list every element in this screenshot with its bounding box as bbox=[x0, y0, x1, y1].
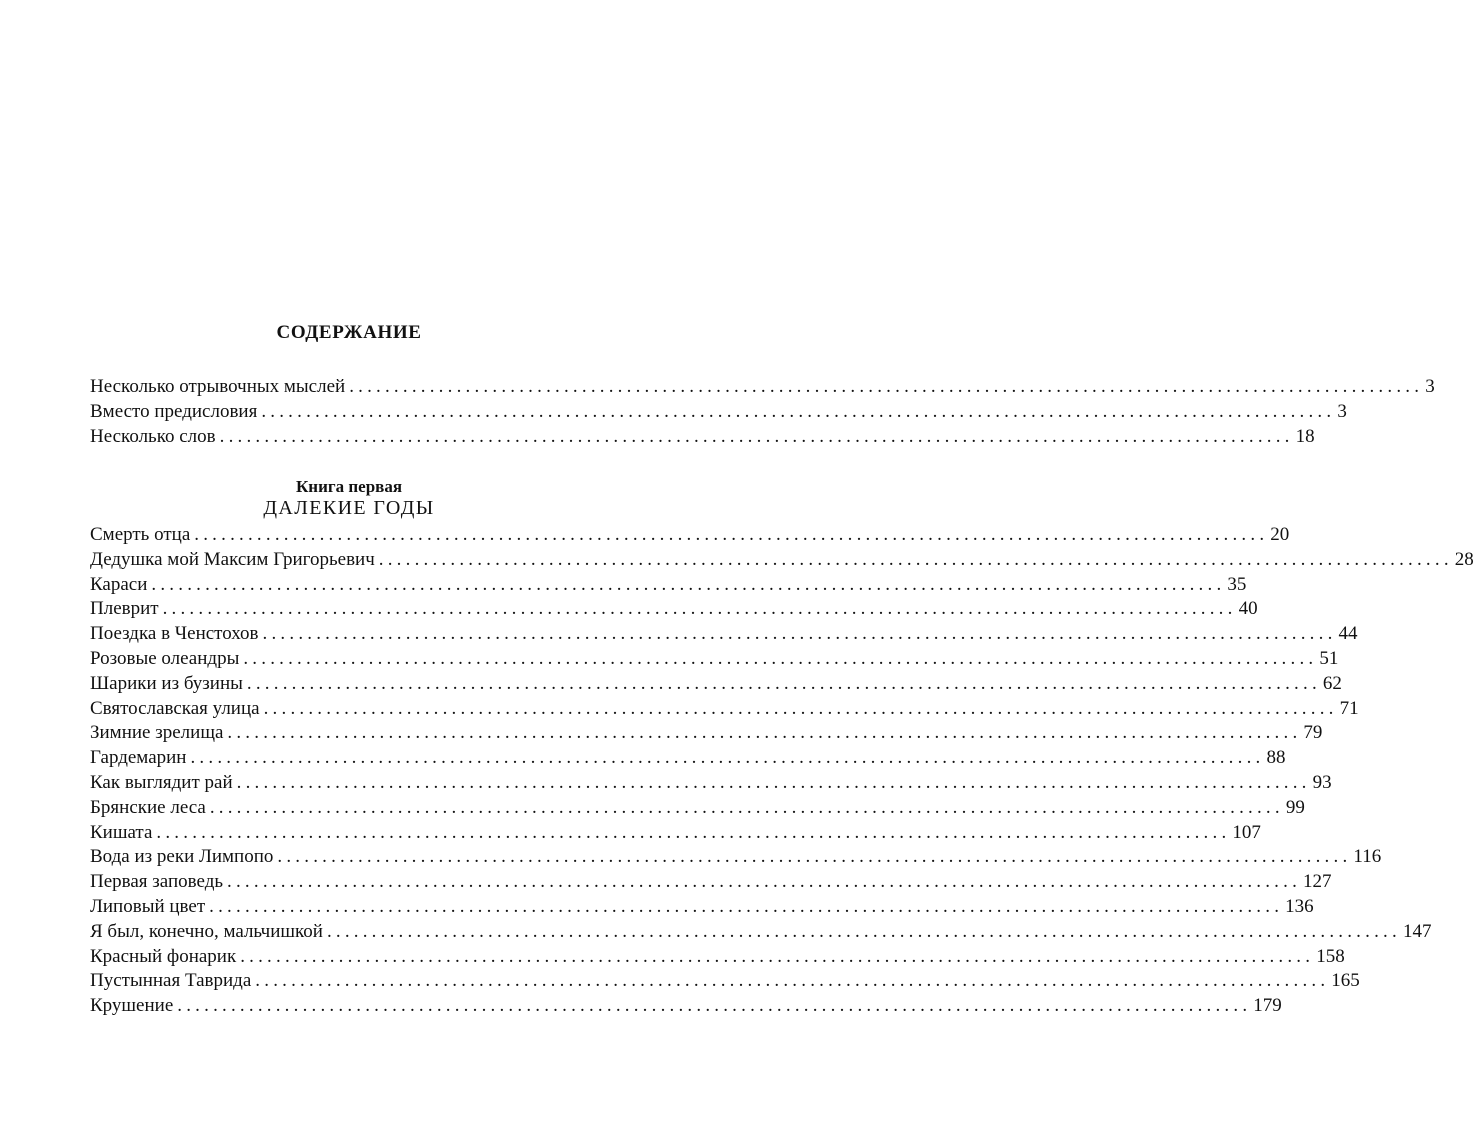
chapter-title: Святославская улица bbox=[90, 697, 260, 719]
dot-leader: ........................................................................................................................ bbox=[236, 771, 1311, 793]
chapter-entry[interactable] bbox=[90, 796, 1305, 821]
chapter-entry[interactable] bbox=[90, 721, 1323, 746]
dot-leader: ........................................................................................................................ bbox=[326, 920, 1401, 942]
chapter-title: Пустынная Таврида bbox=[90, 970, 252, 992]
chapter-title: Брянские леса bbox=[90, 796, 206, 818]
chapter-page: 28 bbox=[1454, 548, 1474, 570]
dot-leader: ........................................................................................................................ bbox=[255, 970, 1330, 992]
chapter-title: Зимние зрелища bbox=[90, 722, 224, 744]
dot-leader: ........................................................................................................................ bbox=[190, 747, 1265, 769]
dot-leader: ........................................................................................................................ bbox=[151, 573, 1226, 595]
entry-title: Несколько отрывочных мыслей bbox=[90, 376, 346, 397]
dot-leader: ........................................................................................................................ bbox=[243, 647, 1318, 669]
toc-heading: СОДЕРЖАНИЕ bbox=[276, 322, 422, 343]
chapter-title: Крушение bbox=[90, 995, 174, 1017]
chapter-title: Караси bbox=[90, 573, 148, 595]
dot-leader: ........................................................................................................................ bbox=[162, 598, 1237, 620]
chapter-entry[interactable] bbox=[90, 573, 1247, 598]
chapter-entry[interactable] bbox=[90, 622, 1358, 647]
toc-entry[interactable] bbox=[90, 425, 1315, 450]
chapter-page: 93 bbox=[1312, 771, 1332, 793]
chapter-title: Вода из реки Лимпопо bbox=[90, 846, 274, 868]
chapter-entry[interactable] bbox=[90, 647, 1339, 672]
dot-leader: ........................................................................................................................ bbox=[209, 796, 1284, 818]
chapter-entry[interactable] bbox=[90, 994, 1282, 1019]
dot-leader: ........................................................................................................................ bbox=[209, 895, 1284, 917]
dot-leader: ........................................................................................................................ bbox=[219, 425, 1294, 447]
chapter-entry[interactable] bbox=[90, 920, 1432, 945]
dot-leader: ........................................................................................................................ bbox=[246, 672, 1321, 694]
chapter-page: 165 bbox=[1331, 970, 1360, 992]
chapter-title: Дедушка мой Максим Григорьевич bbox=[90, 548, 375, 570]
dot-leader: ........................................................................................................................ bbox=[156, 821, 1231, 843]
chapter-entry[interactable] bbox=[90, 548, 1474, 573]
chapter-title: Плеврит bbox=[90, 598, 159, 620]
chapter-title: Красный фонарик bbox=[90, 945, 237, 967]
chapter-page: 116 bbox=[1353, 846, 1382, 868]
chapter-page: 20 bbox=[1270, 524, 1290, 545]
chapter-entry[interactable] bbox=[90, 870, 1332, 895]
book-title: ДАЛЕКИЕ ГОДЫ bbox=[263, 497, 435, 519]
chapter-page: 158 bbox=[1316, 945, 1345, 967]
chapter-page: 147 bbox=[1402, 920, 1432, 942]
chapter-entry[interactable] bbox=[90, 523, 1290, 548]
chapter-entry[interactable] bbox=[90, 597, 1258, 622]
chapter-title: Как выглядит рай bbox=[90, 771, 233, 793]
chapter-title: Липовый цвет bbox=[90, 895, 206, 917]
dot-leader: ........................................................................................................................ bbox=[277, 846, 1352, 868]
chapter-page: 88 bbox=[1266, 747, 1286, 769]
entry-title: Несколько слов bbox=[90, 425, 216, 447]
toc-entry[interactable] bbox=[90, 400, 1347, 425]
chapter-title: Поездка в Ченстохов bbox=[90, 623, 259, 645]
chapter-title: Кишата bbox=[90, 821, 153, 843]
chapter-page: 51 bbox=[1319, 647, 1339, 669]
toc-entry[interactable] bbox=[90, 375, 1435, 400]
chapter-entry[interactable] bbox=[90, 821, 1261, 846]
chapter-entry[interactable] bbox=[90, 845, 1382, 870]
chapter-entry[interactable] bbox=[90, 697, 1359, 722]
entry-title: Вместо предисловия bbox=[90, 400, 258, 422]
chapter-page: 79 bbox=[1303, 722, 1323, 744]
entry-page: 3 bbox=[1425, 376, 1435, 397]
chapter-page: 44 bbox=[1338, 623, 1358, 645]
front-matter-list bbox=[90, 375, 1435, 449]
chapter-entry[interactable] bbox=[90, 672, 1342, 697]
chapter-page: 136 bbox=[1285, 895, 1314, 917]
dot-leader: ........................................................................................................................ bbox=[227, 722, 1302, 744]
entry-page: 3 bbox=[1337, 400, 1347, 422]
chapter-page: 99 bbox=[1285, 796, 1305, 818]
dot-leader: ........................................................................................................................ bbox=[263, 697, 1338, 719]
chapter-entry[interactable] bbox=[90, 771, 1332, 796]
chapter-page: 179 bbox=[1253, 995, 1282, 1017]
chapter-entry[interactable] bbox=[90, 945, 1345, 970]
dot-leader: ........................................................................................................................ bbox=[349, 376, 1424, 397]
chapter-entry[interactable] bbox=[90, 895, 1314, 920]
chapter-title: Первая заповедь bbox=[90, 871, 224, 893]
chapter-title: Смерть отца bbox=[90, 524, 191, 545]
chapter-title: Гардемарин bbox=[90, 747, 187, 769]
dot-leader: ........................................................................................................................ bbox=[177, 995, 1252, 1017]
chapter-list bbox=[90, 523, 1474, 1019]
chapter-title: Шарики из бузины bbox=[90, 672, 243, 694]
entry-page: 18 bbox=[1295, 425, 1315, 447]
chapter-entry[interactable] bbox=[90, 969, 1360, 994]
dot-leader: ........................................................................................................................ bbox=[378, 548, 1453, 570]
chapter-page: 127 bbox=[1303, 871, 1332, 893]
chapter-title: Розовые олеандры bbox=[90, 647, 240, 669]
chapter-page: 35 bbox=[1227, 573, 1247, 595]
chapter-title: Я был, конечно, мальчишкой bbox=[90, 920, 323, 942]
dot-leader: ........................................................................................................................ bbox=[194, 524, 1269, 545]
book-label: Книга первая bbox=[295, 477, 403, 496]
chapter-page: 62 bbox=[1322, 672, 1342, 694]
dot-leader: ........................................................................................................................ bbox=[261, 400, 1336, 422]
chapter-page: 40 bbox=[1238, 598, 1258, 620]
chapter-page: 71 bbox=[1339, 697, 1359, 719]
dot-leader: ........................................................................................................................ bbox=[227, 871, 1302, 893]
chapter-entry[interactable] bbox=[90, 746, 1286, 771]
dot-leader: ........................................................................................................................ bbox=[262, 623, 1337, 645]
chapter-page: 107 bbox=[1232, 821, 1261, 843]
dot-leader: ........................................................................................................................ bbox=[240, 945, 1315, 967]
